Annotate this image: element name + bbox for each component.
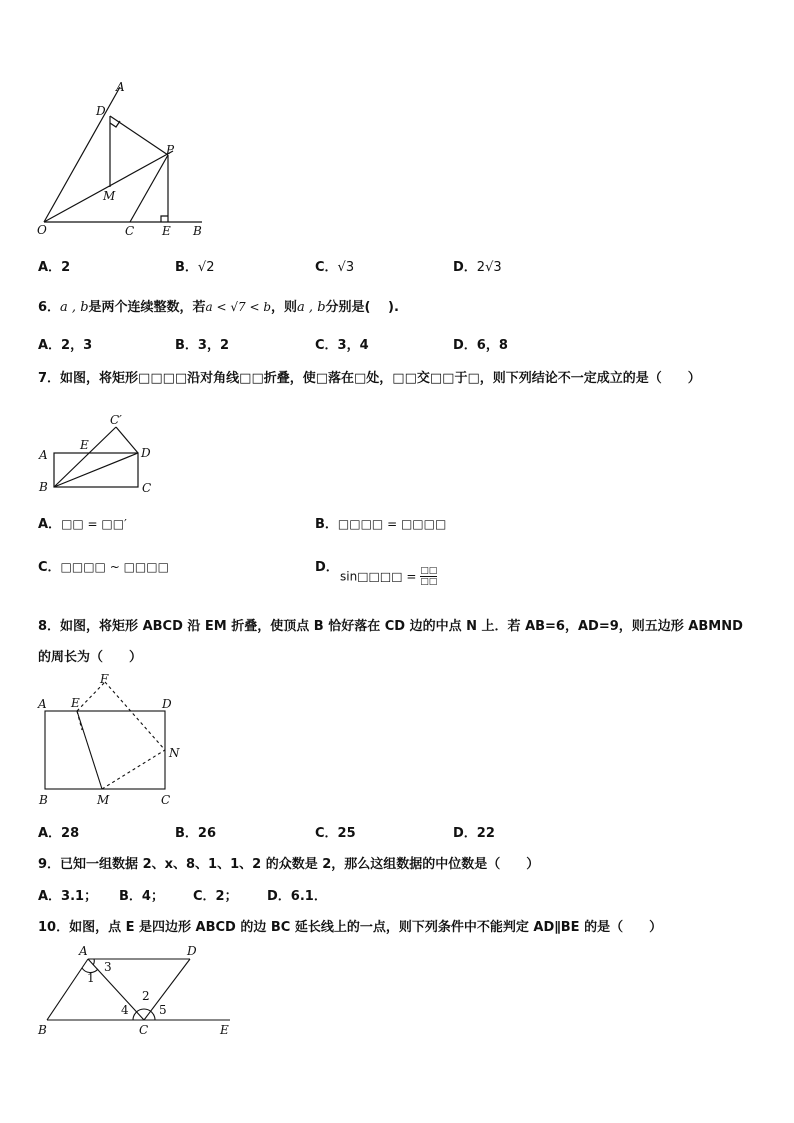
q6-vars: a , b xyxy=(60,300,89,315)
q7-option-a-label: A． xyxy=(38,517,62,532)
q6-text2: ，则 xyxy=(271,300,298,315)
q7-option-d-fraction xyxy=(420,566,437,587)
fig7-label-d: D xyxy=(141,446,151,460)
q7-option-d-denominator: □□ xyxy=(420,577,438,587)
fig10-angle-5: 5 xyxy=(159,1003,167,1017)
q7-option-b-text: □□□□ = □□□□ xyxy=(337,517,447,531)
figure-q7 xyxy=(32,410,162,500)
fig10-angle-1: 1 xyxy=(87,971,95,985)
q7-stem: 7．如图，将矩形□□□□沿对角线□□折叠，使□落在□处，□□交□□于□，则下列结论不一定成立的是（ ） xyxy=(38,371,701,386)
fig8-label-n: N xyxy=(169,746,180,760)
q9-stem: 9．已知一组数据 2、x、8、1、1、2 的众数是 2，那么这组数据的中位数是（ ） xyxy=(38,857,540,872)
q5-option-a-label: A． xyxy=(38,260,62,275)
fig10-label-c: C xyxy=(139,1023,149,1037)
fig10-label-b: B xyxy=(38,1023,47,1037)
q6-option-b: B．3，2 xyxy=(175,338,229,353)
fig5-label-o: O xyxy=(37,223,47,237)
fig7-label-a: A xyxy=(39,448,48,462)
q6-option-a: A．2，3 xyxy=(38,338,93,353)
q5-option-d xyxy=(453,256,502,275)
q7-option-c xyxy=(38,556,169,575)
figure-q5 xyxy=(30,75,220,240)
fig8-label-d: D xyxy=(162,697,172,711)
q6-option-c: C．3，4 xyxy=(315,338,369,353)
figure-q8 xyxy=(32,672,192,812)
q7-option-a-text: □□ = □□′ xyxy=(61,517,127,531)
q6-option-d: D．6，8 xyxy=(453,338,508,353)
q7-option-a xyxy=(38,513,127,532)
q5-option-b-text: √2 xyxy=(197,260,215,275)
fig7-label-b: B xyxy=(39,480,48,494)
q7-option-b-label: B． xyxy=(315,517,338,532)
q7-option-c-text: □□□□ ~ □□□□ xyxy=(60,560,169,574)
q5-option-b-label: B． xyxy=(175,260,198,275)
q5-option-d-label: D． xyxy=(453,260,477,275)
fig10-angle-4: 4 xyxy=(121,1003,129,1017)
fig7-label-e: E xyxy=(80,438,89,452)
q8-option-b: B．26 xyxy=(175,826,216,841)
q9-option-d: D．6.1． xyxy=(267,889,327,904)
fig5-label-c: C xyxy=(125,224,135,238)
q5-option-c xyxy=(315,256,354,275)
fig7-label-cprime: C′ xyxy=(110,413,122,427)
fig5-label-b: B xyxy=(193,224,202,238)
q7-option-d xyxy=(315,556,339,575)
fig5-label-m: M xyxy=(103,189,116,203)
q7-option-d-label: D． xyxy=(315,560,339,575)
q7-option-d-formula xyxy=(340,566,437,587)
fig5-label-d: D xyxy=(96,104,106,118)
fig5-label-a: A xyxy=(116,80,125,94)
fig8-label-f: F xyxy=(100,672,109,686)
q8-option-c: C．25 xyxy=(315,826,356,841)
fig10-angle-2: 2 xyxy=(142,989,150,1003)
q5-option-a-text: 2 xyxy=(61,260,71,275)
q6-vars2: a , b xyxy=(297,300,326,315)
fig5-label-p: P xyxy=(166,143,175,157)
q6-stem xyxy=(38,296,399,315)
fig8-label-c: C xyxy=(161,793,171,807)
fig8-label-b: B xyxy=(39,793,48,807)
q6-text1: 是两个连续整数，若 xyxy=(88,300,206,315)
q7-option-d-prefix: sin□□□□ = xyxy=(340,569,417,584)
q6-number: 6． xyxy=(38,300,61,315)
q9-option-a: A．3.1； xyxy=(38,889,98,904)
q9-option-c: C．2； xyxy=(193,889,238,904)
fig10-label-e: E xyxy=(220,1023,229,1037)
q7-option-b xyxy=(315,513,446,532)
q6-inequality: a < √7 < b xyxy=(205,300,272,314)
figure-q10 xyxy=(32,940,242,1040)
fig10-angle-3: 3 xyxy=(104,960,112,974)
q5-option-d-text: 2√3 xyxy=(476,260,502,275)
q5-option-b xyxy=(175,256,214,275)
q8-stem-line1: 8．如图，将矩形 ABCD 沿 EM 折叠，使顶点 B 恰好落在 CD 边的中点 N 上．若 AB=6，AD=9，则五边形 ABMND xyxy=(38,619,743,634)
q8-stem-line2: 的周长为（ ） xyxy=(38,650,143,665)
fig8-label-m: M xyxy=(97,793,110,807)
q8-option-a: A．28 xyxy=(38,826,80,841)
fig7-label-c: C xyxy=(142,481,152,495)
fig10-label-a: A xyxy=(79,944,88,958)
q7-option-d-numerator: □□ xyxy=(420,566,438,576)
q8-option-d: D．22 xyxy=(453,826,495,841)
q10-stem: 10．如图，点 E 是四边形 ABCD 的边 BC 延长线上的一点，则下列条件中不能判定 AD∥BE 的是（ ） xyxy=(38,920,663,935)
q5-option-c-label: C． xyxy=(315,260,338,275)
q9-option-b: B．4； xyxy=(119,889,164,904)
q6-text3: 分别是( ). xyxy=(325,300,399,315)
q5-option-a xyxy=(38,256,70,275)
fig8-label-a: A xyxy=(38,697,47,711)
fig10-label-d: D xyxy=(187,944,197,958)
q5-option-c-text: √3 xyxy=(337,260,355,275)
fig8-label-e: E xyxy=(71,696,80,710)
fig5-label-e: E xyxy=(162,224,171,238)
q7-option-c-label: C． xyxy=(38,560,61,575)
